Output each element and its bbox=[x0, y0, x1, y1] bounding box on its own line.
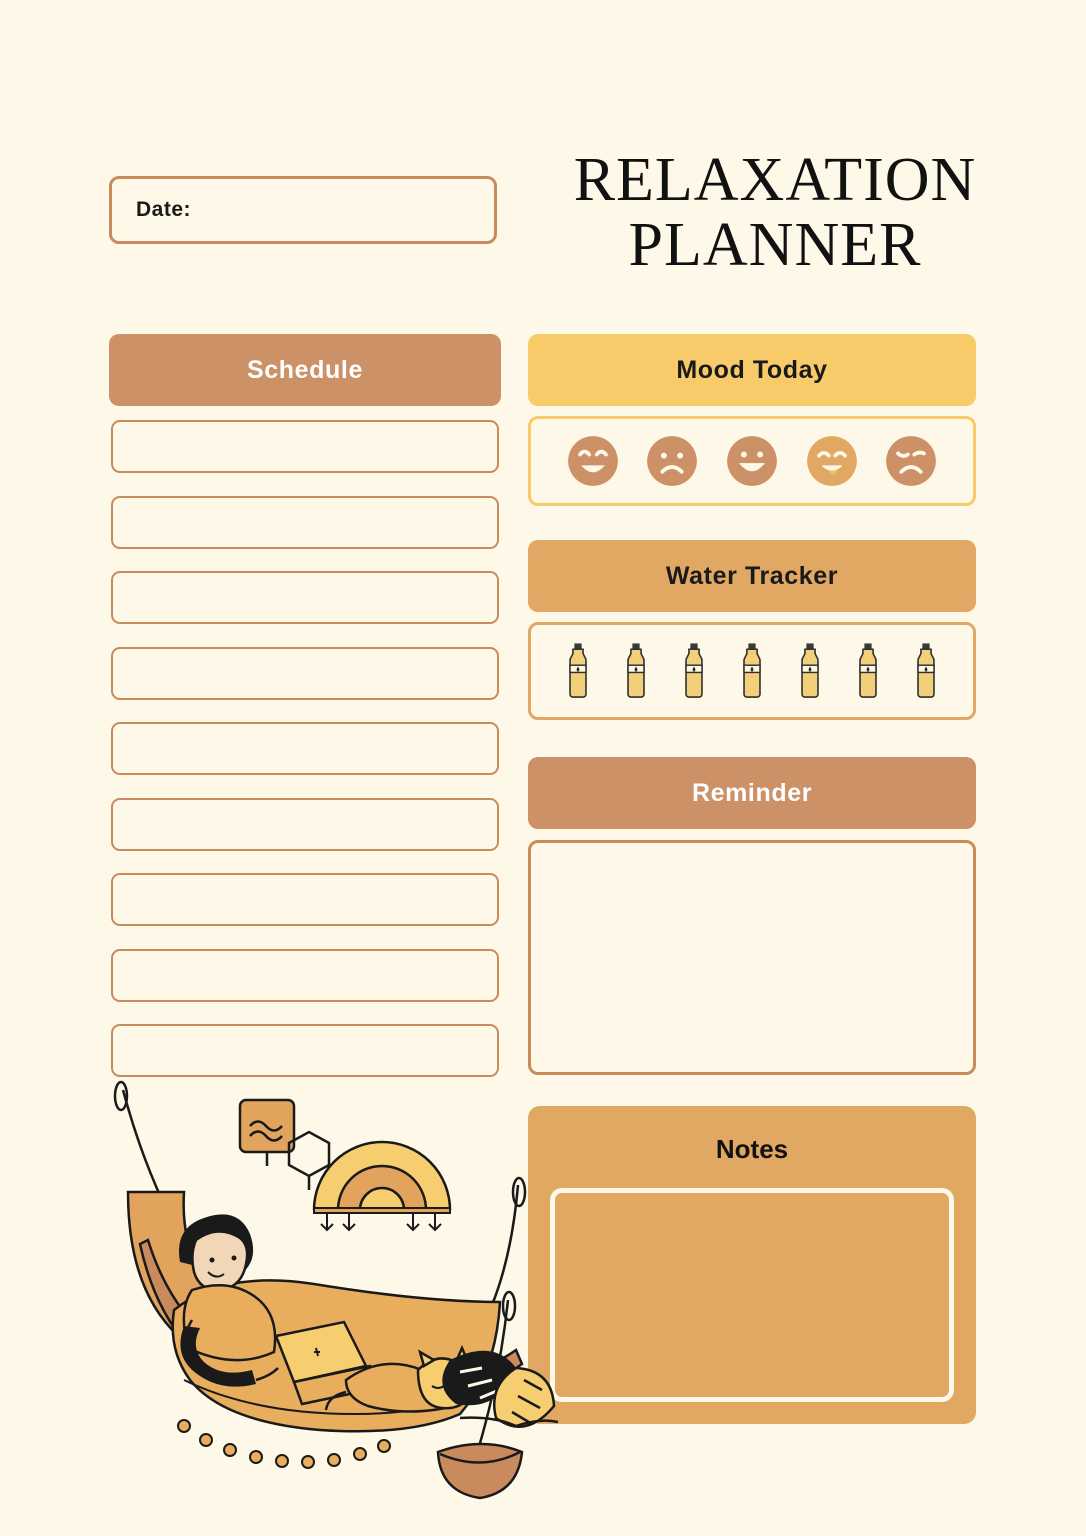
schedule-row[interactable] bbox=[111, 949, 499, 1002]
schedule-row[interactable] bbox=[111, 496, 499, 549]
page-title-line2: PLANNER bbox=[628, 211, 922, 280]
schedule-row[interactable] bbox=[111, 722, 499, 775]
schedule-header: Schedule bbox=[109, 334, 501, 406]
mood-header: Mood Today bbox=[528, 334, 976, 406]
water-bottle-icon[interactable] bbox=[621, 642, 651, 700]
notes-field[interactable] bbox=[550, 1188, 954, 1402]
mood-selector bbox=[528, 416, 976, 506]
water-bottle-icon[interactable] bbox=[563, 642, 593, 700]
grinning-happy-face-icon[interactable] bbox=[566, 434, 620, 488]
silly-tongue-out-face-icon[interactable] bbox=[805, 434, 859, 488]
water-bottle-icon[interactable] bbox=[679, 642, 709, 700]
reminder-header: Reminder bbox=[528, 757, 976, 829]
date-field[interactable] bbox=[109, 176, 497, 244]
schedule-row[interactable] bbox=[111, 798, 499, 851]
schedule-row[interactable] bbox=[111, 571, 499, 624]
page-title bbox=[540, 148, 1010, 278]
water-bottle-icon[interactable] bbox=[853, 642, 883, 700]
water-bottle-icon[interactable] bbox=[911, 642, 941, 700]
sad-frowning-face-icon[interactable] bbox=[645, 434, 699, 488]
date-label: Date: bbox=[136, 198, 192, 221]
page-title-line1: RELAXATION bbox=[573, 146, 977, 214]
water-tracker-row bbox=[528, 622, 976, 720]
water-bottle-icon[interactable] bbox=[737, 642, 767, 700]
rainbow-arch-decor bbox=[314, 1142, 450, 1230]
notes-panel bbox=[528, 1106, 976, 1424]
schedule-row[interactable] bbox=[111, 647, 499, 700]
big-smile-face-icon[interactable] bbox=[725, 434, 779, 488]
schedule-row[interactable] bbox=[111, 420, 499, 473]
water-bottle-icon[interactable] bbox=[795, 642, 825, 700]
schedule-row[interactable] bbox=[111, 873, 499, 926]
unhappy-face-icon[interactable] bbox=[884, 434, 938, 488]
notes-header: Notes bbox=[715, 1134, 789, 1164]
woman-relaxing-in-hammock-with-laptop-and-cat-illustration bbox=[88, 1080, 558, 1510]
schedule-row[interactable] bbox=[111, 1024, 499, 1077]
water-tracker-header: Water Tracker bbox=[528, 540, 976, 612]
reminder-field[interactable] bbox=[528, 840, 976, 1075]
wall-hanging-square bbox=[240, 1100, 294, 1166]
